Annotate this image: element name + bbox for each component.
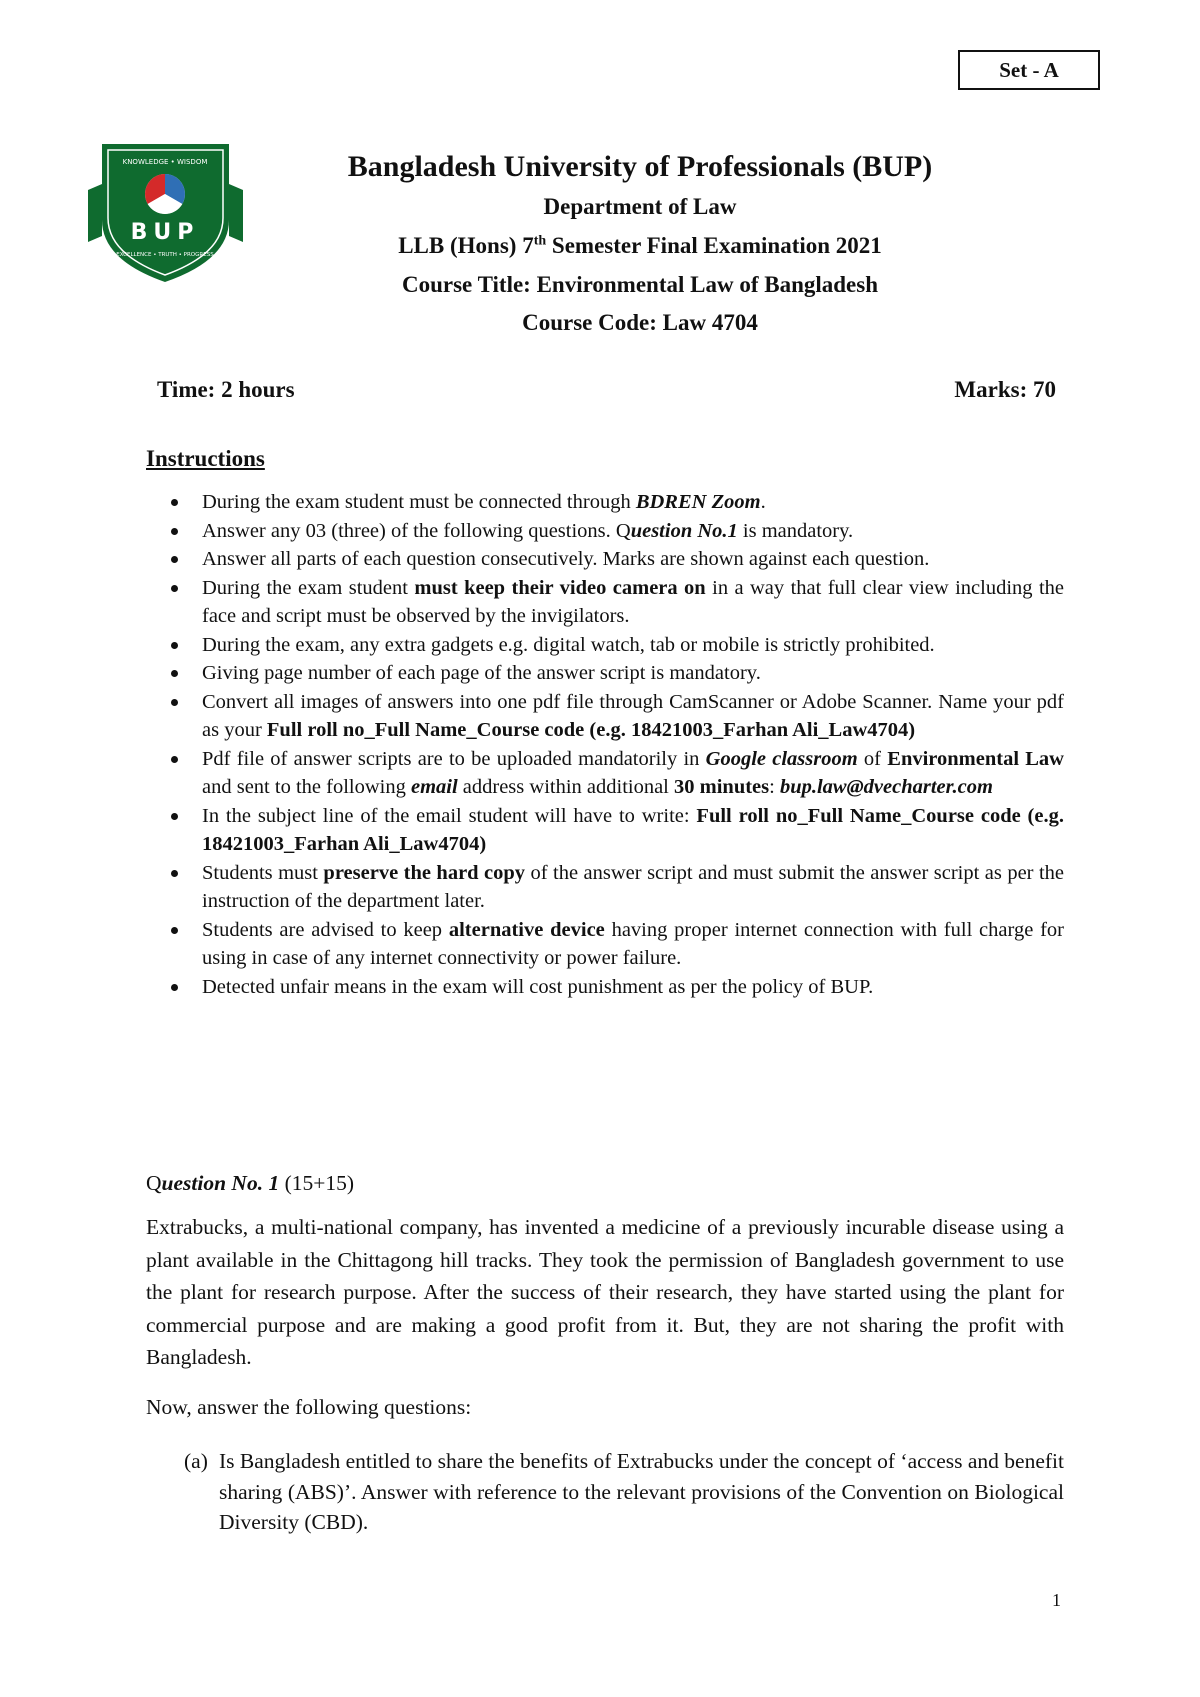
exam-title	[240, 233, 1040, 259]
logo-text: BUP	[130, 220, 200, 245]
instruction-item: Pdf file of answer scripts are to be uploaded mandatorily in Google classroom of Environmental Law and sent to the following email address within additional 30 minutes: bup.law@dvecharter.com	[146, 745, 1064, 802]
instruction-item: Detected unfair means in the exam will cost punishment as per the policy of BUP.	[146, 973, 1064, 1002]
instruction-item: During the exam student must be connected through BDREN Zoom.	[146, 488, 1064, 517]
email-address: bup.law@dvecharter.com	[779, 776, 993, 798]
set-label: Set - A	[958, 50, 1100, 90]
exam-title-sup: th	[533, 233, 547, 249]
instructions-title: Instructions	[146, 446, 265, 471]
question-body: Extrabucks, a multi-national company, has invented a medicine of a previously incurable disease using a plant available in the Chittagong hill tracks. They took the permission of Bangladesh government to use the plant for research purpose. After the success of their research, they have started using the plant for commercial purpose and are making a good profit from it. But, they are not sharing the profit with Bangladesh.	[146, 1215, 1064, 1369]
course-code: Course Code: Law 4704	[522, 310, 758, 335]
question-heading: Question No. 1 (15+15)	[146, 1171, 355, 1195]
question-prompt: Now, answer the following questions:	[146, 1395, 472, 1419]
logo-bottom-text: EXCELLENCE • TRUTH • PROGRESS	[116, 252, 214, 258]
instruction-item: Answer any 03 (three) of the following questions. Question No.1 is mandatory.	[146, 517, 1064, 546]
department-title: Department of Law	[543, 194, 737, 219]
exam-marks: Marks: 70	[954, 377, 1056, 402]
instruction-item: During the exam student must keep their video camera on in a way that full clear view including the face and script must be observed by the invigilators.	[146, 574, 1064, 631]
instruction-item: In the subject line of the email student will have to write: Full roll no_Full Name_Course code (e.g. 18421003_Farhan Ali_Law4704)	[146, 802, 1064, 859]
sub-question-text: Is Bangladesh entitled to share the benefits of Extrabucks under the concept of ‘access and benefit sharing (ABS)’. Answer with reference to the relevant provisions of the Convention on Biological Diversity (CBD).	[219, 1449, 1064, 1534]
logo-top-text: KNOWLEDGE • WISDOM	[122, 158, 208, 166]
instruction-item: Giving page number of each page of the answer script is mandatory.	[146, 659, 1064, 688]
instruction-item: Students are advised to keep alternative device having proper internet connection with full charge for using in case of any internet connectivity or power failure.	[146, 916, 1064, 973]
exam-title-prefix: LLB (Hons) 7	[398, 233, 534, 258]
exam-time: Time: 2 hours	[157, 377, 295, 402]
page-number: 1	[1052, 1590, 1061, 1610]
bup-logo	[88, 132, 243, 285]
instruction-item: Convert all images of answers into one pdf file through CamScanner or Adobe Scanner. Name your pdf as your Full roll no_Full Name_Course code (e.g. 18421003_Farhan Ali_Law4704)	[146, 688, 1064, 745]
instruction-item: Students must preserve the hard copy of the answer script and must submit the answer script as per the instruction of the department later.	[146, 859, 1064, 916]
sub-question-a	[184, 1446, 1064, 1538]
sub-question-letter: (a)	[184, 1449, 208, 1473]
instructions-list	[146, 488, 1064, 1001]
course-title: Course Title: Environmental Law of Bangladesh	[401, 272, 879, 297]
university-title: Bangladesh University of Professionals (BUP)	[347, 150, 933, 183]
instruction-item: Answer all parts of each question consecutively. Marks are shown against each question.	[146, 545, 1064, 574]
instruction-item: During the exam, any extra gadgets e.g. digital watch, tab or mobile is strictly prohibited.	[146, 631, 1064, 660]
exam-title-suffix: Semester Final Examination 2021	[546, 233, 882, 258]
